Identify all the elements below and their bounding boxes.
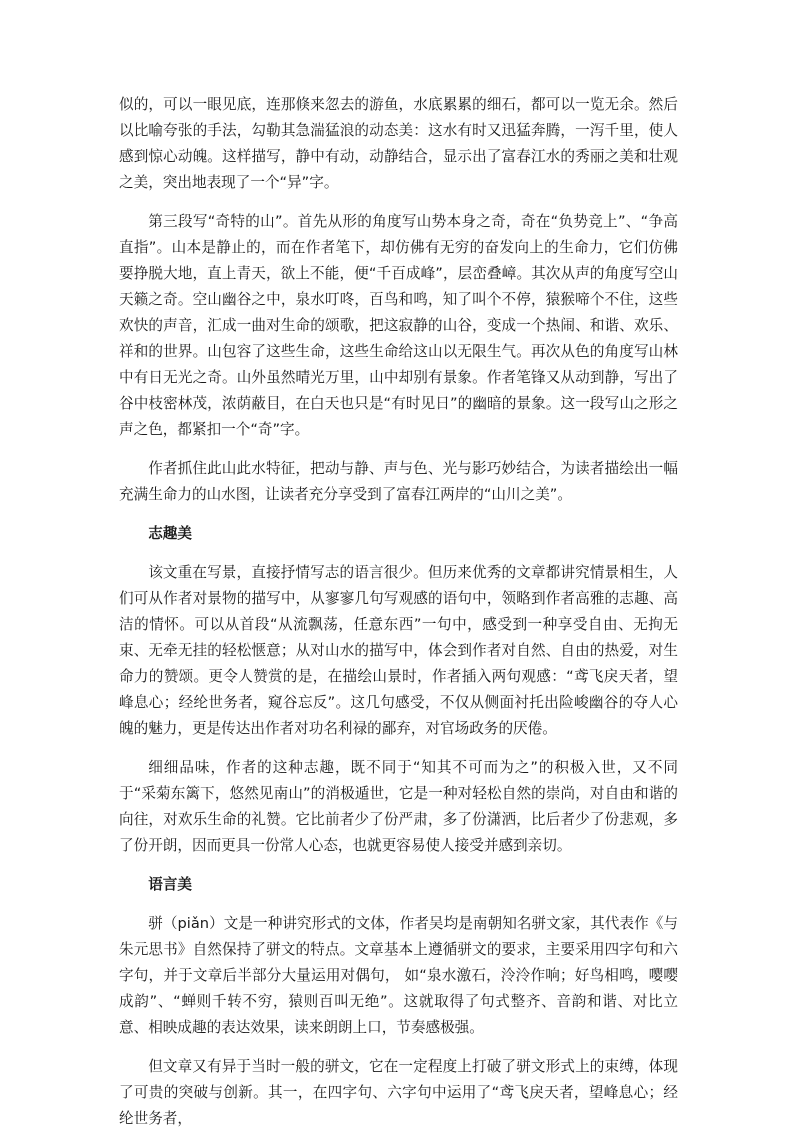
document-page [119, 92, 678, 1145]
section-heading-aspiration: 志趣美 [148, 525, 192, 542]
paragraph-landscape-summary: 作者抓住此山此水特征，把动与静、声与色、光与影巧妙结合，为读者描绘出一幅充满生命力的山水图，让读者充分享受到了富春江两岸的“山川之美”。 [119, 460, 678, 503]
paragraph-language-1: 骈（piǎn）文是一种讲究形式的文体，作者吴均是南朝知名骈文家，其代表作《与朱元思书》自然保持了骈文的特点。文章基本上遵循骈文的要求，主要采用四字句和六字句，并于文章后半部分大量运用对偶句， 如“泉水激石，泠泠作响；好鸟相鸣，嘤嘤成韵”、“蝉则千转不穷，猿则百叫无绝”。这就取得了句式整齐、音韵和谐、对比立意、相映成趣的表达效果，读来朗朗上口，节奏感极强。 [119, 915, 678, 1036]
section-heading-language: 语言美 [148, 876, 192, 893]
paragraph-aspiration-1: 该文重在写景，直接抒情写志的语言很少。但历来优秀的文章都讲究情景相生，人们可从作者对景物的描写中，从寥寥几句写观感的语句中，领略到作者高雅的志趣、高洁的情怀。可以从首段“从流飘荡，任意东西”一句中，感受到一种享受自由、无拘无束、无牵无挂的轻松惬意；从对山水的描写中，体会到作者对自然、自由的热爱，对生命力的赞颂。更令人赞赏的是，在描绘山景时，作者插入两句观感：“鸢飞戾天者，望峰息心；经纶世务者，窥谷忘反”。这几句感受，不仅从侧面衬托出险峻幽谷的夺人心魄的魅力，更是传达出作者对功名利禄的鄙弃，对官场政务的厌倦。 [119, 564, 678, 737]
paragraph-water-description: 似的，可以一眼见底，连那倏来忽去的游鱼，水底累累的细石，都可以一览无余。然后以比喻夸张的手法，勾勒其急湍猛浪的动态美：这水有时又迅猛奔腾，一泻千里，使人感到惊心动魄。这样描写，静中有动，动静结合，显示出了富春江水的秀丽之美和壮观之美，突出地表现了一个“异”字。 [119, 96, 678, 191]
paragraph-language-2: 但文章又有异于当时一般的骈文，它在一定程度上打破了骈文形式上的束缚，体现了可贵的突破与创新。其一，在四字句、六字句中运用了“鸢飞戾天者，望峰息心；经纶世务者， [119, 1058, 678, 1127]
paragraph-mountain-description: 第三段写“奇特的山”。首先从形的角度写山势本身之奇，奇在“负势竞上”、“争高直指”。山本是静止的，而在作者笔下，却仿佛有无穷的奋发向上的生命力，它们仿佛要挣脱大地，直上青天，欲上不能，便“千百成峰”，层峦叠嶂。其次从声的角度写空山天籁之奇。空山幽谷之中，泉水叮咚，百鸟和鸣，知了叫个不停，猿猴啼个不住，这些欢快的声音，汇成一曲对生命的颂歌，把这寂静的山谷，变成一个热闹、和谐、欢乐、祥和的世界。山包容了这些生命，这些生命给这山以无限生气。再次从色的角度写山林中有日无光之奇。山外虽然晴光万里，山中却别有景象。作者笔锋又从动到静，写出了谷中枝密林茂，浓荫蔽目，在白天也只是“有时见日”的幽暗的景象。这一段写山之形之声之色，都紧扣一个“奇”字。 [119, 213, 678, 438]
paragraph-aspiration-2: 细细品味，作者的这种志趣，既不同于“知其不可而为之”的积极入世，又不同于“采菊东篱下，悠然见南山”的消极遁世，它是一种对轻松自然的崇尚，对自由和谐的向往，对欢乐生命的礼赞。它比前者少了份严肃，多了份潇洒，比后者少了份悲观，多了份开朗，因而更具一份常人心态，也就更容易使人接受并感到亲切。 [119, 759, 678, 854]
